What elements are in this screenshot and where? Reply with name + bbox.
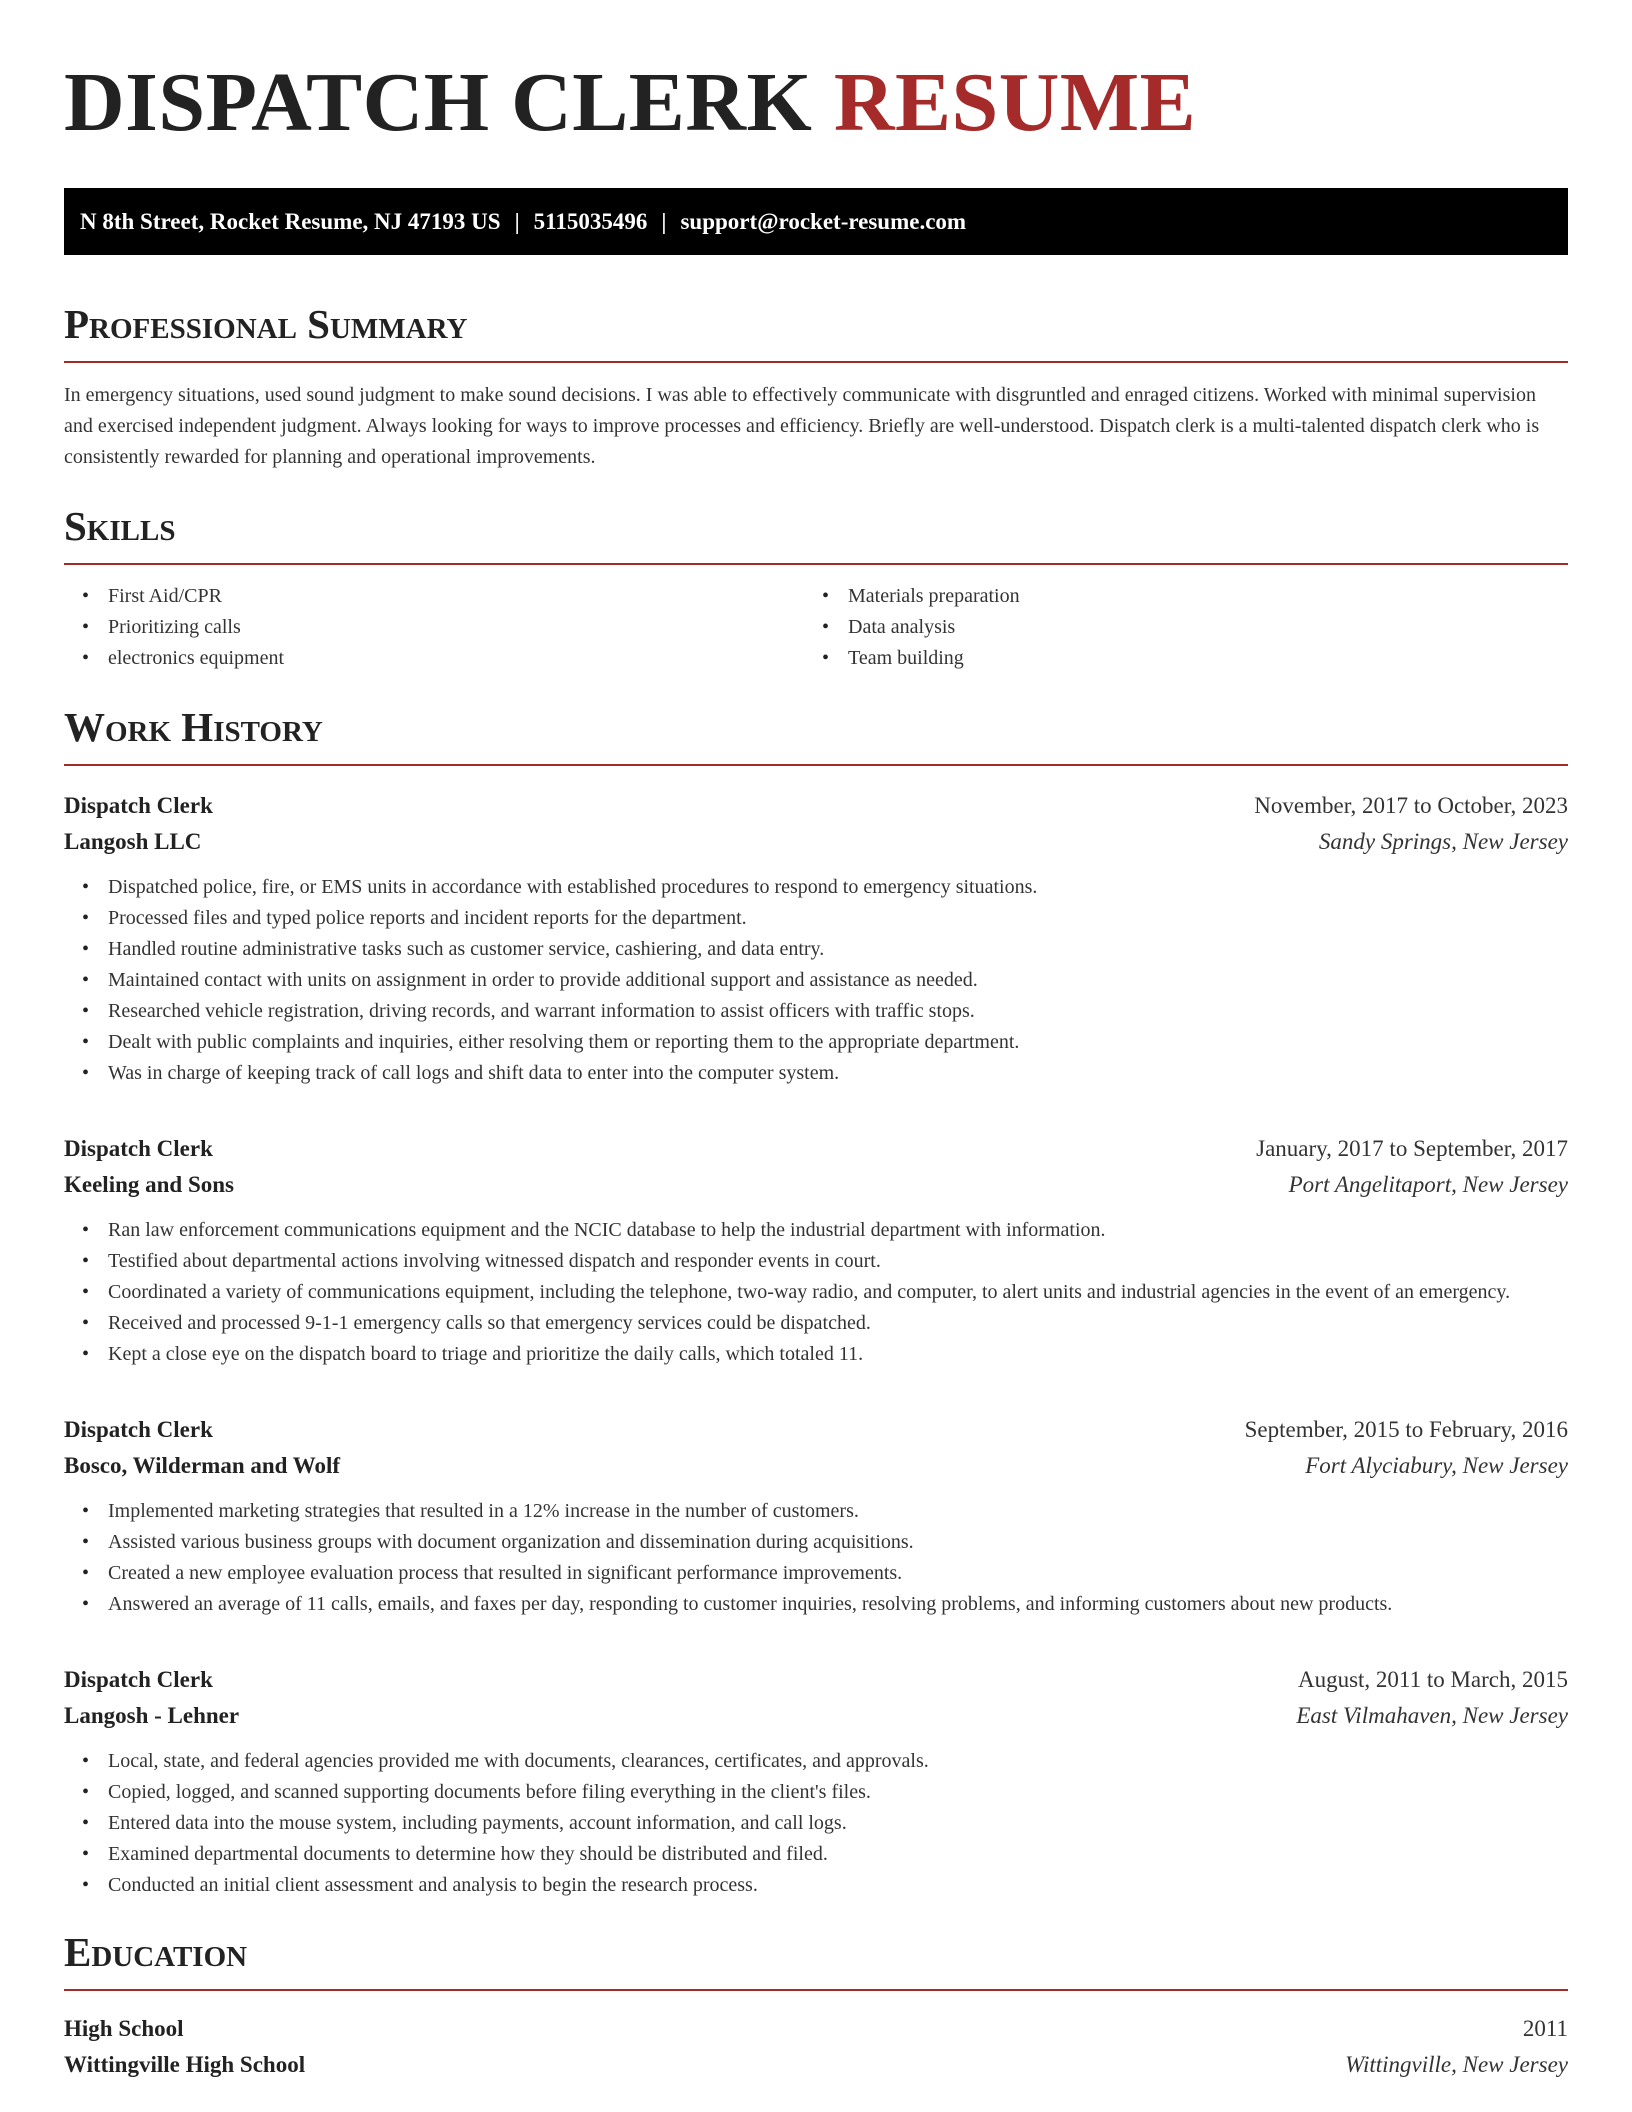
- job-duty: • Ran law enforcement communications equipment and the NCIC database to help the industrial department with information.: [108, 1215, 1568, 1246]
- job-duty: • Researched vehicle registration, driving records, and warrant information to assist officers with traffic stops.: [108, 996, 1568, 1027]
- job-duties: [64, 872, 1568, 1089]
- job-duty: • Local, state, and federal agencies provided me with documents, clearances, certificates, and approvals.: [108, 1746, 1568, 1777]
- job-duty: • Coordinated a variety of communications equipment, including the telephone, two-way radio, and computer, to alert units and industrial agencies in the event of an emergency.: [108, 1277, 1568, 1308]
- skill-item: • First Aid/CPR: [108, 581, 804, 612]
- skill-item: • Prioritizing calls: [108, 612, 804, 643]
- job-entry: [64, 1412, 1568, 1620]
- education-heading: Education: [64, 1927, 1568, 1991]
- skill-item: • Materials preparation: [848, 581, 1544, 612]
- job-dates: January, 2017 to September, 2017: [1256, 1136, 1568, 1161]
- job-duty: • Created a new employee evaluation process that resulted in significant performance improvements.: [108, 1558, 1568, 1589]
- job-duty: • Testified about departmental actions involving witnessed dispatch and responder events in court.: [108, 1246, 1568, 1277]
- job-location: Sandy Springs, New Jersey: [1318, 829, 1568, 854]
- job-duty: • Handled routine administrative tasks such as customer service, cashiering, and data entry.: [108, 934, 1568, 965]
- skills-column-right: [804, 581, 1544, 674]
- job-company: Bosco, Wilderman and Wolf: [64, 1453, 341, 1478]
- skill-item: • Data analysis: [848, 612, 1544, 643]
- job-duty: • Was in charge of keeping track of call logs and shift data to enter into the computer system.: [108, 1058, 1568, 1089]
- resume-title: [64, 58, 1568, 148]
- job-dates: August, 2011 to March, 2015: [1297, 1667, 1568, 1692]
- job-duties: [64, 1746, 1568, 1901]
- resume-title-main: DISPATCH CLERK: [64, 56, 813, 149]
- job-title: Dispatch Clerk: [64, 793, 213, 818]
- job-entry: [64, 788, 1568, 1089]
- skill-item: • Team building: [848, 643, 1544, 674]
- job-duty: • Implemented marketing strategies that resulted in a 12% increase in the number of customers.: [108, 1496, 1568, 1527]
- job-dates: September, 2015 to February, 2016: [1244, 1417, 1568, 1442]
- education-location: Wittingville, New Jersey: [1345, 2052, 1568, 2077]
- job-duty: • Processed files and typed police reports and incident reports for the department.: [108, 903, 1568, 934]
- job-duty: • Conducted an initial client assessment and analysis to begin the research process.: [108, 1870, 1568, 1901]
- skills-heading: Skills: [64, 501, 1568, 565]
- job-duty: • Received and processed 9-1-1 emergency calls so that emergency services could be dispatched.: [108, 1308, 1568, 1339]
- job-location: Port Angelitaport, New Jersey: [1288, 1172, 1568, 1197]
- job-entry: [64, 1131, 1568, 1370]
- job-duty: • Maintained contact with units on assignment in order to provide additional support and assistance as needed.: [108, 965, 1568, 996]
- job-dates: November, 2017 to October, 2023: [1254, 793, 1568, 818]
- job-duty: • Assisted various business groups with document organization and dissemination during acquisitions.: [108, 1527, 1568, 1558]
- job-duties: [64, 1215, 1568, 1370]
- summary-text: In emergency situations, used sound judgment to make sound decisions. I was able to effectively communicate with disgruntled and enraged citizens. Worked with minimal supervision and exercised independent judgment. Always looking for ways to improve processes and efficiency. Briefly are well-understood. Dispatch clerk is a multi-talented dispatch clerk who is consistently rewarded for planning and operational improvements.: [64, 384, 1540, 468]
- job-company: Langosh LLC: [64, 829, 202, 854]
- education-school: Wittingville High School: [64, 2052, 306, 2077]
- skills-column-left: [64, 581, 804, 674]
- contact-email: support@rocket-resume.com: [680, 208, 967, 234]
- job-duty: • Answered an average of 11 calls, emails, and faxes per day, responding to customer inquiries, resolving problems, and informing customers about new products.: [108, 1589, 1568, 1620]
- job-duty: • Examined departmental documents to determine how they should be distributed and filed.: [108, 1839, 1568, 1870]
- job-title: Dispatch Clerk: [64, 1136, 213, 1161]
- resume-title-accent: RESUME: [833, 56, 1197, 149]
- skill-item: • electronics equipment: [108, 643, 804, 674]
- work-history-heading: Work History: [64, 702, 1568, 766]
- education-entry: [64, 2011, 1568, 2083]
- job-duties: [64, 1496, 1568, 1620]
- contact-separator: |: [661, 208, 667, 234]
- job-title: Dispatch Clerk: [64, 1417, 213, 1442]
- contact-phone: 5115035496: [533, 208, 648, 234]
- contact-address: N 8th Street, Rocket Resume, NJ 47193 US: [80, 208, 501, 234]
- education-year: 2011: [1522, 2016, 1568, 2041]
- contact-bar: [64, 188, 1568, 255]
- job-company: Langosh - Lehner: [64, 1703, 240, 1728]
- job-duty: • Copied, logged, and scanned supporting documents before filing everything in the client's files.: [108, 1777, 1568, 1808]
- education-degree: High School: [64, 2016, 184, 2041]
- job-duty: • Dispatched police, fire, or EMS units in accordance with established procedures to respond to emergency situations.: [108, 872, 1568, 903]
- job-duty: • Kept a close eye on the dispatch board to triage and prioritize the daily calls, which totaled 11.: [108, 1339, 1568, 1370]
- job-entry: [64, 1662, 1568, 1901]
- job-title: Dispatch Clerk: [64, 1667, 213, 1692]
- skills-list: [64, 581, 1568, 674]
- resume-page: [64, 0, 1568, 2083]
- job-company: Keeling and Sons: [64, 1172, 234, 1197]
- contact-separator: |: [514, 208, 520, 234]
- summary-heading: Professional Summary: [64, 299, 1568, 363]
- job-location: East Vilmahaven, New Jersey: [1296, 1703, 1568, 1728]
- job-duty: • Dealt with public complaints and inquiries, either resolving them or reporting them to the appropriate department.: [108, 1027, 1568, 1058]
- job-duty: • Entered data into the mouse system, including payments, account information, and call logs.: [108, 1808, 1568, 1839]
- job-location: Fort Alyciabury, New Jersey: [1305, 1453, 1568, 1478]
